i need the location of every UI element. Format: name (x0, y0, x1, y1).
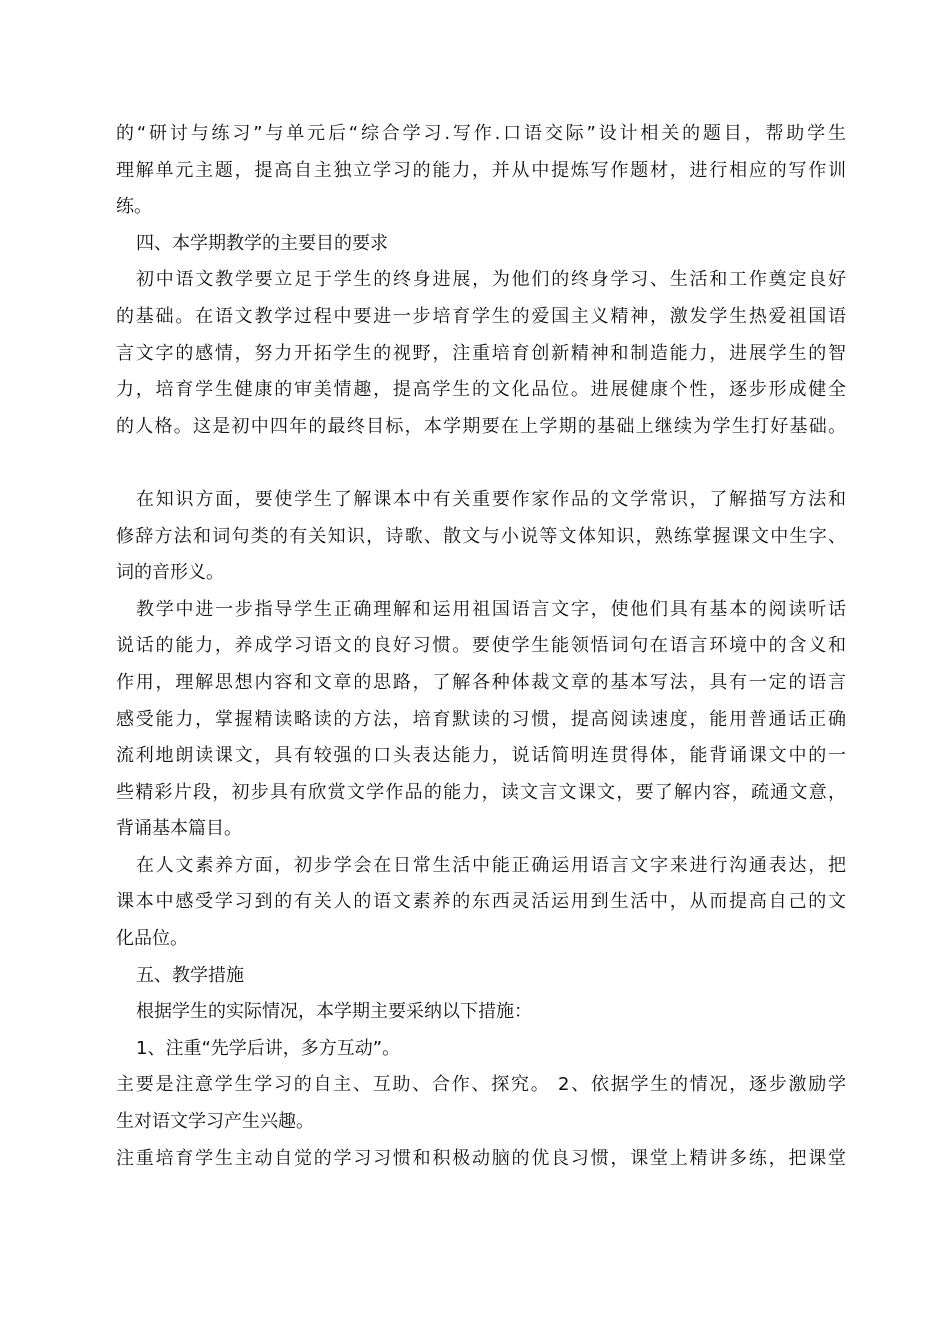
text-line: 的基础。在语文教学过程中要进一步培育学生的爱国主义精神，激发学生热爱祖国语 (116, 305, 846, 327)
text-line: 修辞方法和词句类的有关知识，诗歌、散文与小说等文体知识，熟练掌握课文中生字、 (116, 525, 846, 547)
blank-line (116, 445, 846, 482)
text-line: 化品位。 (116, 928, 188, 950)
text-line: 主要是注意学生学习的自主、互助、合作、探究。 2、依据学生的情况，逐步激励学 (116, 1074, 846, 1096)
heading-line: 四、本学期教学的主要目的要求 (136, 232, 388, 254)
paragraph-measure-one (116, 1031, 846, 1068)
text-line: 在人文素养方面，初步学会在日常生活中能正确运用语言文字来进行沟通表达，把 (136, 854, 846, 876)
text-line: 些精彩片段，初步具有欣赏文学作品的能力，读文言文课文，要了解内容，疏通文意， (116, 781, 846, 803)
text-line: 1、注重“先学后讲，多方互动”。 (136, 1037, 401, 1059)
text-line: 背诵基本篇目。 (116, 818, 242, 840)
text-line: 初中语文教学要立足于学生的终身进展，为他们的终身学习、生活和工作奠定良好 (136, 269, 846, 291)
text-line: 练。 (116, 196, 152, 218)
text-line: 的“研讨与练习”与单元后“综合学习.写作.口语交际”设计相关的题目，帮助学生 (116, 123, 846, 144)
text-line: 理解单元主题，提高自主独立学习的能力，并从中提炼写作题材，进行相应的写作训 (116, 159, 846, 181)
section-heading-four (116, 226, 846, 263)
text-line: 注重培育学生主动自觉的学习习惯和积极动脑的优良习惯，课堂上精讲多练，把课堂 (116, 1147, 846, 1169)
document-page (116, 116, 846, 1177)
paragraph-humanities (116, 848, 846, 958)
paragraph-measures-intro (116, 994, 846, 1031)
text-line: 的人格。这是初中四年的最终目标，本学期要在上学期的基础上继续为学生打好基础。 (116, 415, 846, 437)
text-line: 力，培育学生健康的审美情趣，提高学生的文化品位。进展健康个性，逐步形成健全 (116, 379, 846, 401)
paragraph-measure-two (116, 1067, 846, 1140)
paragraph-goals (116, 262, 846, 445)
text-line: 课本中感受学习到的有关人的语文素养的东西灵活运用到生活中，从而提高自己的文 (116, 891, 846, 913)
paragraph-habits (116, 1141, 846, 1178)
paragraph-continuation (116, 116, 846, 226)
text-line: 作用，理解思想内容和文章的思路，了解各种体裁文章的基本写法，具有一定的语言 (116, 671, 846, 693)
paragraph-teaching (116, 592, 846, 848)
heading-line: 五、教学措施 (136, 964, 244, 986)
paragraph-knowledge (116, 482, 846, 592)
section-heading-five (116, 958, 846, 995)
text-line: 流利地朗读课文，具有较强的口头表达能力，说话简明连贯得体，能背诵课文中的一 (116, 745, 846, 767)
text-line: 感受能力，掌握精读略读的方法，培育默读的习惯，提高阅读速度，能用普通话正确 (116, 708, 846, 730)
text-line: 在知识方面，要使学生了解课本中有关重要作家作品的文学常识，了解描写方法和 (136, 488, 846, 510)
text-line: 根据学生的实际情况，本学期主要采纳以下措施： (136, 1001, 532, 1023)
text-line: 言文字的感情，努力开拓学生的视野，注重培育创新精神和制造能力，进展学生的智 (116, 342, 846, 364)
text-line: 说话的能力，养成学习语文的良好习惯。要使学生能领悟词句在语言环境中的含义和 (116, 635, 846, 657)
text-line: 教学中进一步指导学生正确理解和运用祖国语言文字，使他们具有基本的阅读听话 (136, 598, 846, 620)
text-line: 生对语文学习产生兴趣。 (116, 1111, 314, 1133)
text-line: 词的音形义。 (116, 562, 224, 584)
